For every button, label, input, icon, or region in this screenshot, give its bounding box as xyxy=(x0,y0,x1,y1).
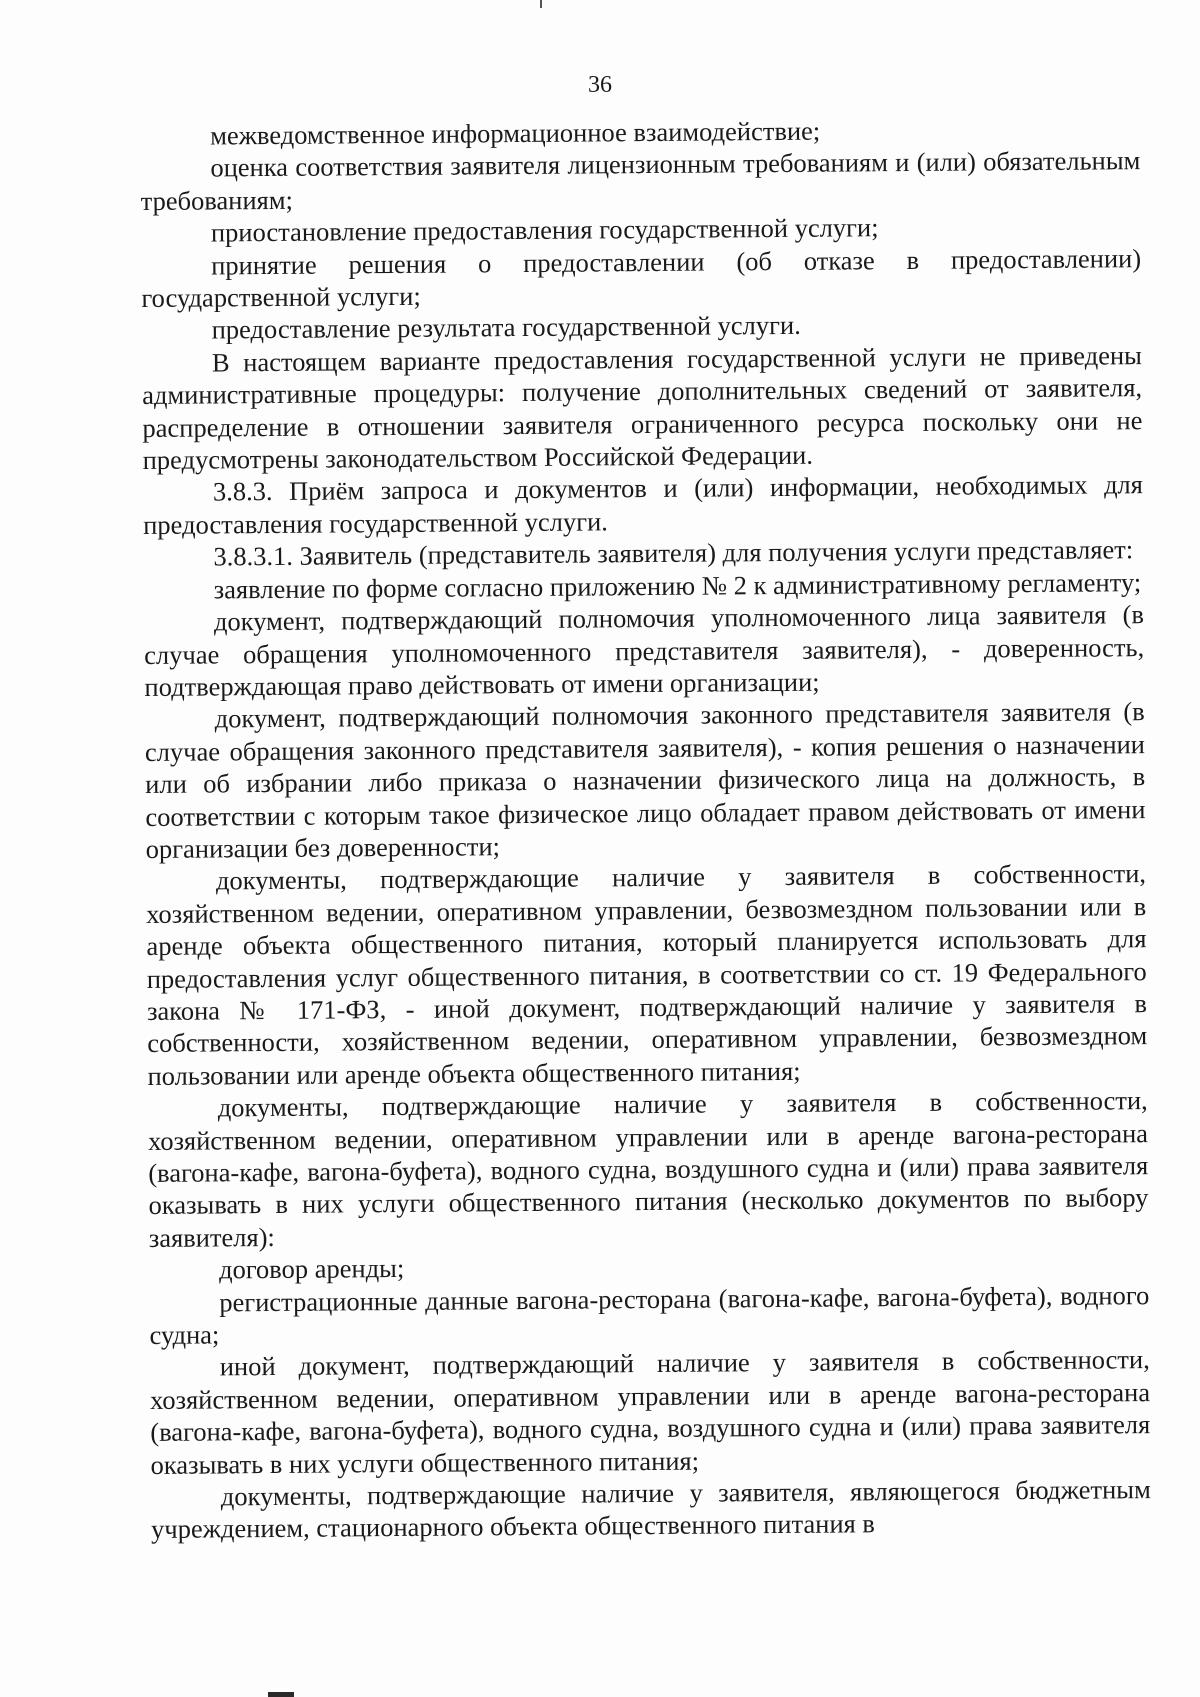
paragraph: В настоящем варианте предоставления государственной услуги не приведены административные процедуры: получение дополнительных сведений от заявителя, распределение в отношении заявителя ограниченного ресурса поскольку они не предусмотрены законодательством Российской Федерации. xyxy=(142,339,1143,476)
scan-edge-mark xyxy=(268,1692,294,1697)
paragraph: принятие решения о предоставлении (об отказе в предоставлении) государственной услуги; xyxy=(141,242,1142,314)
list-item: заявление по форме согласно приложению № 2 к административному регламенту; xyxy=(213,566,1142,605)
list-item: документ, подтверждающий полномочия уполномоченного лица заявителя (в случае обращения уполномоченного представителя заявителя), - доверенность, подтверждающая право действовать от имени организации; xyxy=(144,599,1145,702)
scan-edge-mark xyxy=(540,0,542,8)
page-number: 36 xyxy=(588,72,612,98)
section-heading: 3.8.3. Приём запроса и документов и (или) информации, необходимых для предоставления государственной услуги. xyxy=(143,469,1144,540)
list-item: документы, подтверждающие наличие у заявителя в собственности, хозяйственном ведении, оперативном управлении, безвозмездном пользовании или в аренде объекта общественного питания, который планируется использовать для предоставления услуг общественного питания, в соответствии со ст. 19 Федерального закона № 171-ФЗ, - иной документ, подтверждающий наличие у заявителя в собственности, хозяйственном ведении, оперативном управлении, безвозмездном пользовании или аренде объекта общественного питания; xyxy=(146,858,1148,1091)
list-item: регистрационные данные вагона-ресторана (вагона-кафе, вагона-буфета), водного судна; xyxy=(149,1279,1150,1350)
list-item: договор аренды; xyxy=(218,1253,405,1285)
list-item: иной документ, подтверждающий наличие у заявителя в собственности, хозяйственном ведении, оперативном управлении или в аренде вагона-ресторана (вагона-кафе, вагона-буфета), водного судна, воздушного судна и (или) права заявителя оказывать в них услуги общественного питания; xyxy=(149,1344,1151,1480)
subsection-paragraph: 3.8.3.1. Заявитель (представитель заявителя) для получения услуги представляет: xyxy=(213,534,1134,572)
paragraph: межведомственное информационное взаимодействие; xyxy=(210,115,821,151)
paragraph: приостановление предоставления государственной услуги; xyxy=(210,212,879,248)
paragraph: оценка соответствия заявителя лицензионным требованиям и (или) обязательным требованиям; xyxy=(140,145,1141,216)
document-body xyxy=(140,112,1151,1546)
list-item: документ, подтверждающий полномочия законного представителя заявителя (в случае обращения законного представителя заявителя), - копия решения о назначении или об избрании либо приказа о назначении физического лица на должность, в соответствии с которым такое физическое лицо обладает правом действовать от имени организации без доверенности; xyxy=(144,696,1146,864)
list-item: документы, подтверждающие наличие у заявителя в собственности, хозяйственном ведении, оперативном управлении или в аренде вагона-ресторана (вагона-кафе, вагона-буфета), водного судна, воздушного судна и (или) права заявителя оказывать в них услуги общественного питания (несколько документов по выбору заявителя): xyxy=(147,1085,1149,1253)
list-item: документы, подтверждающие наличие у заявителя, являющегося бюджетным учреждением, стационарного объекта общественного питания в xyxy=(150,1474,1151,1545)
paragraph: предоставление результата государственной услуги. xyxy=(211,310,801,345)
